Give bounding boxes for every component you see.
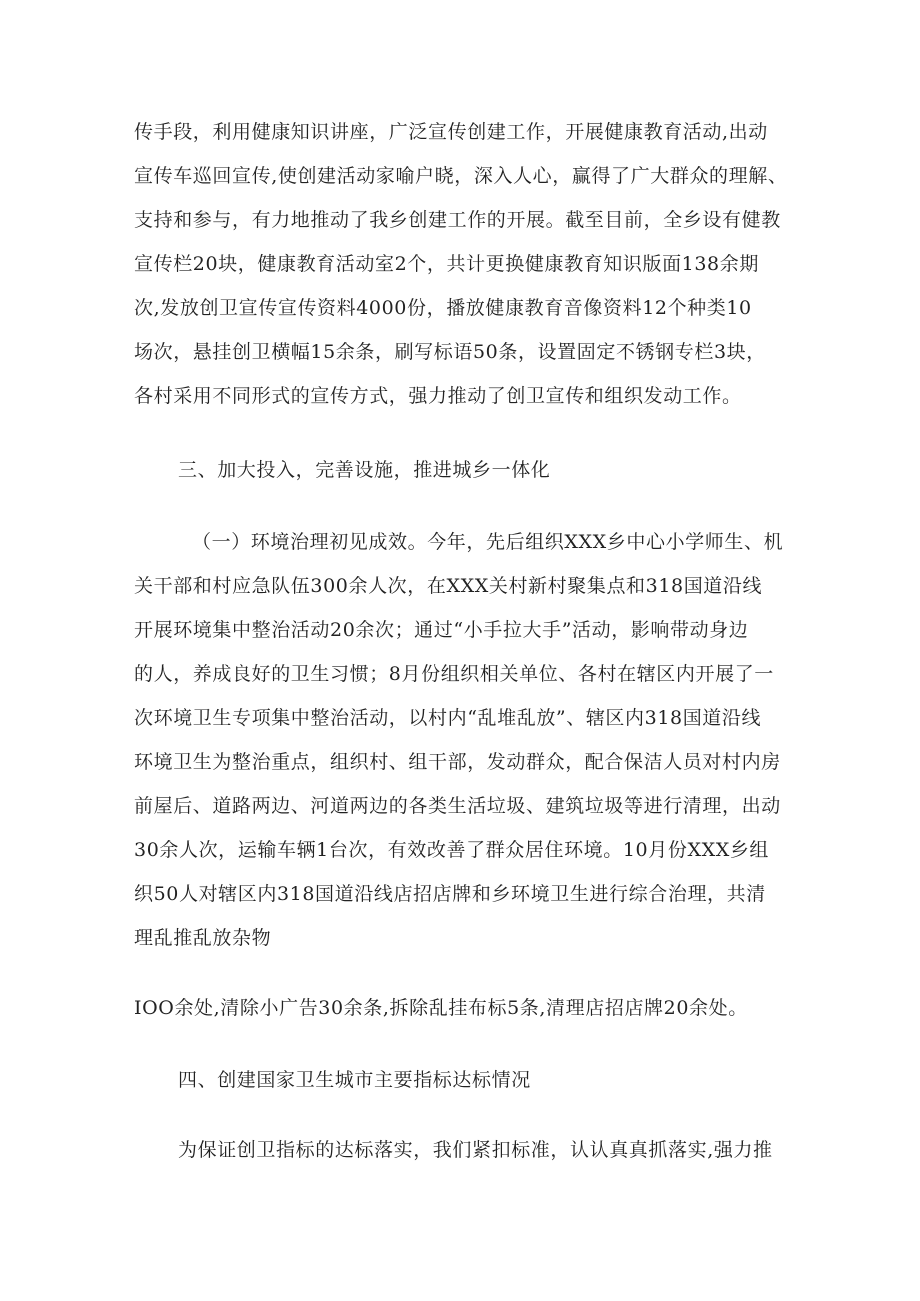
paragraph-line: 开展环境集中整治活动20余次；通过“小手拉大手”活动，影响带动身边 xyxy=(134,619,749,641)
paragraph-line: 支持和参与，有力地推动了我乡创建工作的开展。截至目前，全乡设有健教 xyxy=(134,209,781,231)
paragraph-line: 30余人次，运输车辆1台次，有效改善了群众居住环境。10月份XXX乡组 xyxy=(134,839,770,861)
paragraph-line: （一）环境治理初见成效。今年，先后组织XXX乡中心小学师生、机 xyxy=(192,531,784,553)
paragraph-line: 织50人对辖区内318国道沿线店招店牌和乡环境卫生进行综合治理，共清 xyxy=(134,883,766,905)
paragraph-line: 为保证创卫指标的达标落实，我们紧扣标准，认认真真抓落实,强力推 xyxy=(178,1139,773,1161)
paragraph-line: 环境卫生为整治重点，组织村、组干部，发动群众，配合保洁人员对村内房 xyxy=(134,751,781,773)
paragraph-line: 宣传车巡回宣传,使创建活动家喻户晓，深入人心，赢得了广大群众的理解、 xyxy=(134,165,788,187)
paragraph-line: 前屋后、道路两边、河道两边的各类生活垃圾、建筑垃圾等进行清理，出动 xyxy=(134,795,781,817)
paragraph-line: 的人，养成良好的卫生习惯；8月份组织相关单位、各村在辖区内开展了一 xyxy=(134,663,774,685)
paragraph-line: 传手段，利用健康知识讲座，广泛宣传创建工作，开展健康教育活动,出动 xyxy=(134,121,768,143)
paragraph-line: 次,发放创卫宣传宣传资料4000份，播放健康教育音像资料12个种类10 xyxy=(134,297,752,319)
paragraph-line: 场次，悬挂创卫横幅15余条，刷写标语50条，设置固定不锈钢专栏3块， xyxy=(134,341,766,363)
paragraph-line: 理乱推乱放杂物 xyxy=(134,927,272,949)
paragraph-line: 次环境卫生专项集中整治活动，以村内“乱堆乱放”、辖区内318国道沿线 xyxy=(134,707,762,729)
paragraph-line: 关干部和村应急队伍300余人次，在XXX关村新村聚集点和318国道沿线 xyxy=(134,575,763,597)
section-heading: 四、创建国家卫生城市主要指标达标情况 xyxy=(178,1069,531,1091)
section-heading: 三、加大投入，完善设施，推进城乡一体化 xyxy=(178,459,551,481)
paragraph-line: 各村采用不同形式的宣传方式，强力推动了创卫宣传和组织发动工作。 xyxy=(134,385,742,407)
paragraph-line: 宣传栏20块，健康教育活动室2个，共计更换健康教育知识版面138余期 xyxy=(134,253,759,275)
paragraph-line: IOO余处,清除小广告30余条,拆除乱挂布标5条,清理店招店牌20余处。 xyxy=(134,997,748,1019)
